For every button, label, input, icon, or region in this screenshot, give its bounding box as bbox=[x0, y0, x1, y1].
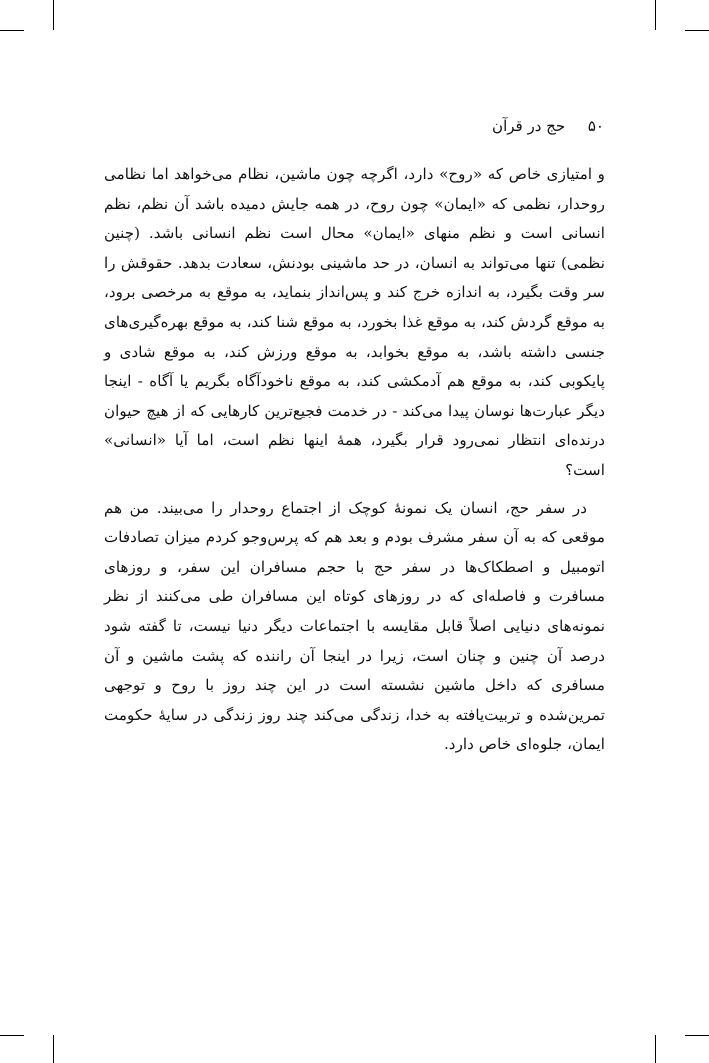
body-text bbox=[104, 160, 605, 760]
running-title: حج در قرآن bbox=[492, 117, 566, 135]
crop-mark-bottom-right-vertical bbox=[655, 1035, 656, 1063]
crop-mark-bottom-left-horizontal bbox=[0, 1035, 24, 1036]
paragraph: در سفر حج، انسان یک نمونهٔ کوچک از اجتماع روحدار را می‌بیند. من هم موقعی که به آن سفر مشرف بودم و بعد هم که پرس‌وجو کردم میزان تصادفات اتومبیل و اصطکاک‌ها در سفر حج با حجم مسافران این سفر، و روزهای مسافرت و فاصله‌ای که در روزهای کوتاه این مسافران طی می‌کنند از نظر نمونه‌های دنیایی اصلاً قابل مقایسه با اجتماعات دیگر دنیا نیست، تا گفته شود درصد آن چنین و چنان است، زیرا در اینجا آن راننده که پشت ماشین و آن مسافری که داخل ماشین نشسته است در این چند روز با روح و توجهی تمرین‌شده و تربیت‌یافته به خدا، زندگی می‌کند چند روز زندگی در سایهٔ حکومت ایمان، جلوه‌ای خاص دارد. bbox=[104, 498, 605, 754]
crop-mark-top-left-vertical bbox=[53, 0, 54, 30]
crop-mark-top-right-vertical bbox=[655, 0, 656, 30]
crop-mark-top-right-horizontal bbox=[685, 30, 709, 31]
page-number: ۵۰ bbox=[587, 117, 604, 135]
paragraph: و امتیازی خاص که «روح» دارد، اگرچه چون ماشین، نظام می‌خواهد اما نظامی روحدار، نظمی که «ایمان» چون روح، در همه جایش دمیده باشد آن نظم، نظم انسانی است و نظم منهای «ایمان» محال است نظم انسانی باشد. (چنین نظمی) تنها می‌تواند به انسان، در حد ماشینی بودنش، سعادت بدهد. حقوقش را سر وقت بگیرد، به اندازه خرج کند و پس‌انداز بنماید، به موقع به مرخصی برود، به موقع گردش کند، به موقع غذا بخورد، به موقع شنا کند، به موقع بهره‌گیری‌های جنسی داشته باشد، به موقع بخوابد، به موقع ورزش کند، به موقع شادی و پایکوبی کند، به موقع هم آدمکشی کند، به موقع ناخودآگاه بگریم یا آگاه - اینجا دیگر عبارت‌ها نوسان پیدا می‌کند - در خدمت فجیع‌ترین کارهایی که از هیچ حیوان درنده‌ای انتظار نمی‌رود قرار بگیرد، همهٔ اینها نظم است، اما آیا «انسانی» است؟ bbox=[104, 165, 605, 479]
crop-mark-top-left-horizontal bbox=[0, 30, 24, 31]
page-header bbox=[104, 116, 604, 136]
crop-mark-bottom-left-vertical bbox=[53, 1035, 54, 1063]
crop-mark-bottom-right-horizontal bbox=[685, 1035, 709, 1036]
